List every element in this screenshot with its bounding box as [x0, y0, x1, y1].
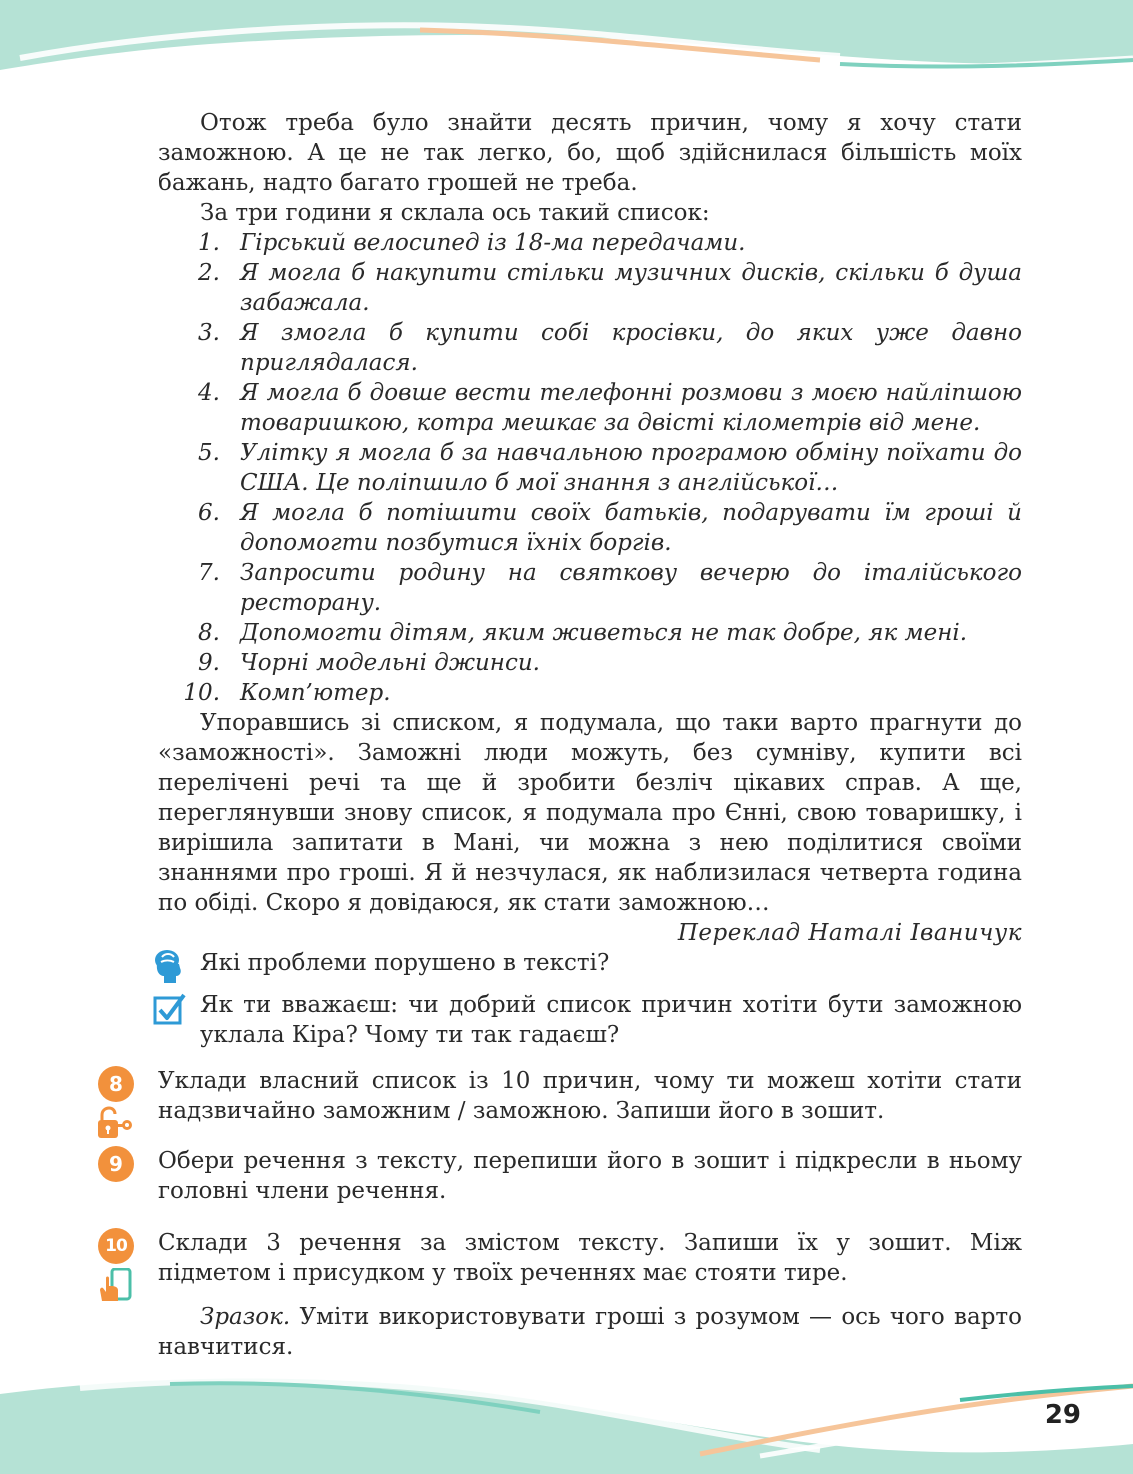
question-text: Які проблеми порушено в тексті?: [200, 950, 610, 976]
list-item-text: Чорні модельні джинси.: [240, 650, 540, 676]
checkbox-check-icon: [152, 992, 188, 1028]
list-item-text: Комп’ютер.: [240, 680, 391, 706]
list-item: [158, 648, 1022, 678]
list-item-number: 5.: [198, 440, 220, 466]
list-item-number: 2.: [198, 260, 220, 286]
list-item: [158, 258, 1022, 318]
list-item-number: 8.: [198, 620, 220, 646]
list-item: [158, 558, 1022, 618]
top-wave-decoration: [0, 0, 1133, 90]
question-opinion: [158, 990, 1022, 1050]
list-item: [158, 678, 1022, 708]
reasons-list: [158, 228, 1022, 708]
translator-signature: Переклад Наталі Іваничук: [677, 920, 1022, 946]
task-number-badge: 10: [98, 1228, 134, 1264]
task-text: Склади 3 речення за змістом тексту. Запиши їх у зошит. Між підметом і присудком у твоїх реченнях має стояти тире.: [158, 1230, 1022, 1286]
list-item-number: 3.: [198, 320, 220, 346]
list-item-text: Улітку я могла б за навчальною програмою обміну поїхати до США. Це поліпшило б мої знання з англійської…: [240, 440, 1022, 496]
list-item-text: Я змогла б купити собі кросівки, до яких уже давно приглядалася.: [240, 320, 1022, 376]
list-item-text: Я могла б потішити своїх батьків, подарувати їм гроші й допомогти позбутися їхніх боргів.: [240, 500, 1022, 556]
list-item: [158, 378, 1022, 438]
head-thinking-icon: [152, 948, 188, 984]
paragraph-list-intro: За три години я склала ось такий список:: [200, 200, 710, 226]
task-8: [109, 1066, 1022, 1126]
task-10: [105, 1228, 1022, 1288]
list-item: [158, 228, 1022, 258]
list-item-number: 6.: [198, 500, 220, 526]
paragraph-conclusion: Упоравшись зі списком, я подумала, що таки варто прагнути до «заможності». Заможні люди можуть, без сумніву, купити всі перелічені речі та ще й зробити безліч цікавих справ. А ще, переглянувши знову список, я подумала про Єнні, свою товаришку, і вирішила запитати в Мані, чи можна з нею поділитися своїми знаннями про гроші. Я й незчулася, як наблизилася четверта година по обіді. Скоро я довідаюся, як стати заможною…: [158, 710, 1022, 916]
list-item-text: Я могла б накупити стільки музичних дисків, скільки б душа забажала.: [240, 260, 1022, 316]
list-item-number: 9.: [198, 650, 220, 676]
task-number-badge: 8: [98, 1066, 134, 1102]
example-text: Уміти використовувати гроші з розумом — ось чого варто навчитися.: [158, 1304, 1022, 1360]
unlock-key-icon: [96, 1106, 136, 1140]
list-item-number: 1.: [198, 230, 220, 256]
list-item-text: Гірський велосипед із 18-ма передачами.: [240, 230, 746, 256]
page-number: 29: [1044, 1400, 1081, 1430]
list-item: [158, 438, 1022, 498]
question-text: Як ти вважаєш: чи добрий список причин хотіти бути заможною уклала Кіра? Чому ти так гадаєш?: [200, 992, 1022, 1048]
paragraph-intro: Отож треба було знайти десять причин, чому я хочу стати заможною. А це не так легко, бо, щоб здійснилася більшість моїх бажань, надто багато грошей не треба.: [158, 110, 1022, 196]
list-item-number: 10.: [183, 680, 220, 706]
task-number-badge: 9: [98, 1146, 134, 1182]
page-content: [105, 108, 1022, 1362]
list-item-number: 7.: [198, 560, 220, 586]
tablet-touch-icon: [96, 1268, 136, 1302]
list-item-text: Допомогти дітям, яким живеться не так добре, як мені.: [240, 620, 968, 646]
task-text: Обери речення з тексту, перепиши його в зошит і підкресли в ньому головні члени речення.: [158, 1148, 1022, 1204]
example-label: Зразок.: [200, 1304, 291, 1330]
list-item-text: Запросити родину на святкову вечерю до італійського ресторану.: [240, 560, 1022, 616]
task-text: Уклади власний список із 10 причин, чому ти можеш хотіти стати надзвичайно заможним / заможною. Запиши його в зошит.: [158, 1068, 1022, 1124]
question-problems: [158, 948, 1022, 978]
list-item-number: 4.: [198, 380, 220, 406]
list-item-text: Я могла б довше вести телефонні розмови з моєю найліпшою товаришкою, котра мешкає за двісті кілометрів від мене.: [240, 380, 1022, 436]
task-9: [109, 1146, 1022, 1206]
bottom-wave-decoration: [0, 1364, 1133, 1474]
list-item: [158, 618, 1022, 648]
example-paragraph: [158, 1302, 1022, 1362]
list-item: [158, 498, 1022, 558]
list-item: [158, 318, 1022, 378]
